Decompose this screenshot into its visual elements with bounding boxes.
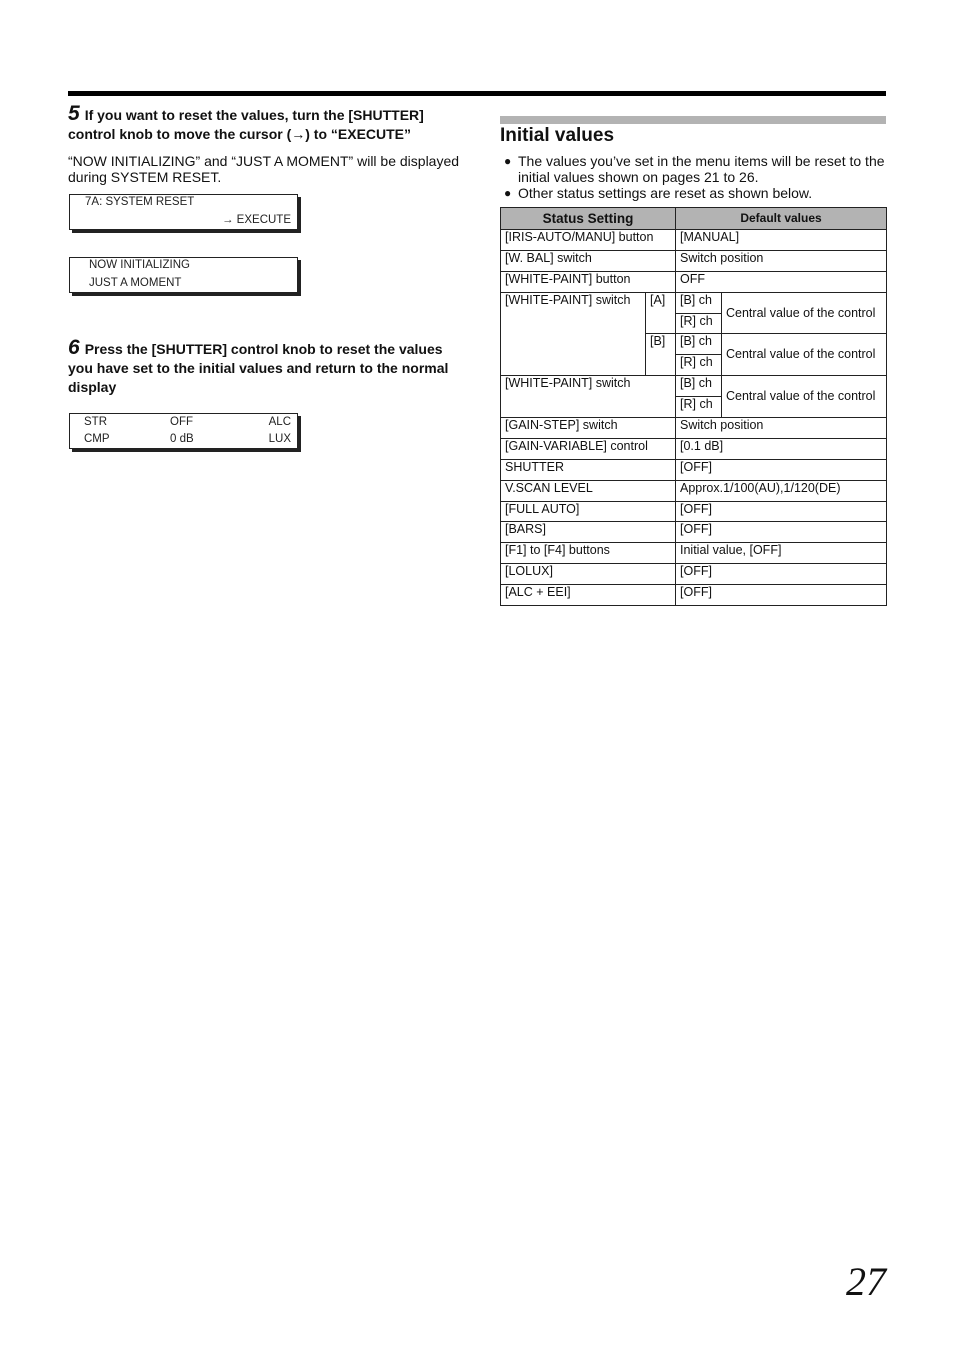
table-row: [W. BAL] switch Switch position: [501, 250, 887, 271]
table-row: [WHITE-PAINT] switch [B] ch Central value of the control: [501, 376, 887, 397]
step-6-number: 6: [68, 336, 80, 359]
table-row: [BARS] [OFF]: [501, 522, 887, 543]
table-row: [GAIN-VARIABLE] control [0.1 dB]: [501, 438, 887, 459]
table-row: [R] ch: [501, 355, 887, 376]
step-5-number: 5: [68, 102, 80, 125]
table-row: [GAIN-STEP] switch Switch position: [501, 418, 887, 439]
step-5-body: “NOW INITIALIZING” and “JUST A MOMENT” will be displayed during SYSTEM RESET.: [68, 153, 460, 185]
lcd-line-2: JUST A MOMENT: [89, 277, 182, 289]
table-row: V.SCAN LEVEL Approx.1/100(AU),1/120(DE): [501, 480, 887, 501]
step-6-text: Press the [SHUTTER] control knob to reset the values you have set to the initial values and return to the normal display: [68, 341, 449, 395]
lcd-line-2: → EXECUTE: [221, 214, 291, 226]
lcd-str: STR: [84, 416, 107, 428]
top-rule: [68, 91, 886, 96]
table-row: [R] ch: [501, 313, 887, 334]
lcd-normal-display: [69, 413, 298, 449]
step-5-instruction: [68, 104, 460, 144]
table-row: [WHITE-PAINT] button OFF: [501, 271, 887, 292]
lcd-gain: 0 dB: [170, 433, 194, 445]
lcd-system-reset: [69, 194, 298, 230]
lcd-line-1: NOW INITIALIZING: [89, 259, 190, 271]
lcd-alc: ALC: [268, 416, 291, 428]
table-header-row: [501, 208, 887, 230]
initial-values-table: [500, 207, 887, 606]
table-row: [LOLUX] [OFF]: [501, 564, 887, 585]
header-status-setting: Status Setting: [501, 208, 676, 230]
bullet-item: ● Other status settings are reset as shown below.: [504, 185, 813, 201]
table-row: [B] [B] ch Central value of the control: [501, 334, 887, 355]
step-6-instruction: [68, 338, 460, 397]
section-bar: [500, 116, 886, 124]
table-row: SHUTTER [OFF]: [501, 459, 887, 480]
bullet-icon: ●: [504, 154, 512, 168]
lcd-initializing: [69, 257, 298, 293]
table-row: [WHITE-PAINT] switch [A] [B] ch Central value of the control: [501, 292, 887, 313]
lcd-lux: LUX: [268, 433, 291, 445]
table-row: [FULL AUTO] [OFF]: [501, 501, 887, 522]
lcd-cmp: CMP: [84, 433, 110, 445]
table-row: [F1] to [F4] buttons Initial value, [OFF]: [501, 543, 887, 564]
bullet-icon: ●: [504, 186, 512, 200]
table-row: [ALC + EEI] [OFF]: [501, 585, 887, 606]
step-5-text: If you want to reset the values, turn the [SHUTTER] control knob to move the cursor (→) to “EXECUTE”: [68, 107, 424, 142]
header-default-values: Default values: [676, 208, 887, 230]
section-bullets: [504, 153, 886, 201]
table-row: [R] ch: [501, 397, 887, 418]
section-title: Initial values: [500, 125, 615, 146]
page-number: 27: [846, 1259, 886, 1304]
lcd-line-1: 7A: SYSTEM RESET: [85, 196, 195, 208]
lcd-off: OFF: [170, 416, 193, 428]
table-row: [IRIS-AUTO/MANU] button [MANUAL]: [501, 230, 887, 251]
bullet-item: ● The values you’ve set in the menu items will be reset to the initial values shown on pages 21 to 26.: [504, 153, 885, 185]
